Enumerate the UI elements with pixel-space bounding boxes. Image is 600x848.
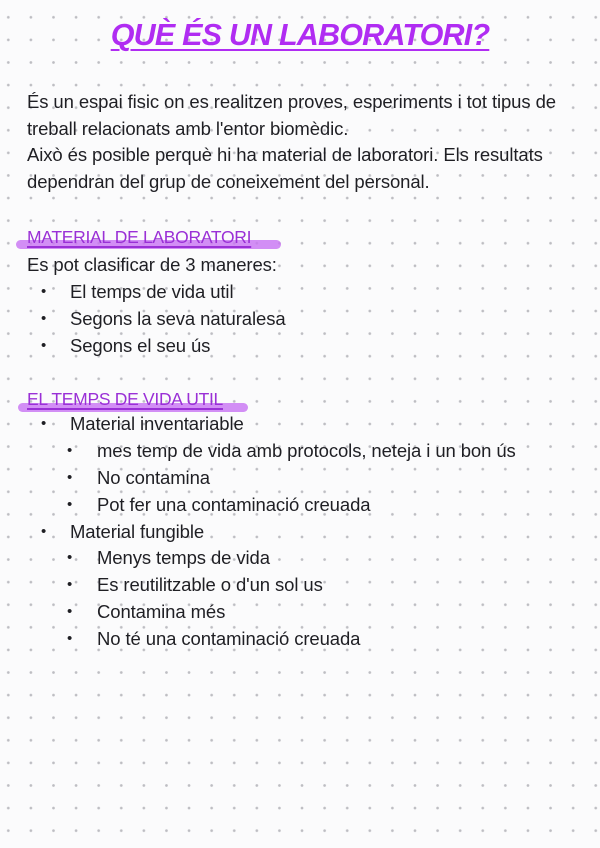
list-item — [27, 306, 286, 333]
sub-list-item-text: mes temp de vida amb protocols, neteja i un bon ús — [97, 439, 516, 461]
bullet-icon: • — [67, 630, 73, 648]
section-lead — [27, 252, 277, 279]
list-item — [27, 279, 277, 306]
intro-text — [27, 89, 587, 196]
intro-paragraph: Això és posible perquè hi ha material de laboratori. Els resultats dependran del grup de coneixement del personal. — [27, 144, 543, 193]
bullet-icon: • — [41, 336, 47, 354]
sub-list-item-text: Menys temps de vida — [97, 547, 270, 569]
sub-list-item-text: No contamina — [97, 466, 210, 488]
material-section-body — [27, 252, 286, 360]
bullet-icon: • — [67, 576, 73, 594]
bullet-icon: • — [41, 282, 47, 300]
bullet-icon: • — [41, 309, 47, 327]
list-item-text: Material inventariable — [70, 413, 244, 434]
bullet-icon: • — [67, 468, 73, 486]
list-item-text: Material fungible — [70, 520, 205, 542]
bullet-icon: • — [67, 495, 73, 513]
bullet-icon: • — [67, 603, 73, 621]
list-item-text: Segons la seva naturalesa — [70, 307, 286, 329]
list-item-text: Segons el seu ús — [70, 334, 211, 356]
page-title: QUÈ ÉS UN LABORATORI? — [110, 18, 490, 52]
section-heading-material: MATERIAL DE LABORATORI — [27, 227, 252, 247]
sub-list-item-text: Es reutilitzable o d'un sol us — [97, 574, 323, 596]
list-item-text: El temps de vida util — [70, 280, 234, 302]
list-item — [27, 333, 277, 360]
section-lead-text: Es pot clasificar de 3 maneres: — [27, 254, 277, 275]
sub-list-item-text: Contamina més — [97, 601, 226, 623]
bullet-icon: • — [67, 549, 73, 567]
section-heading-lifetime: EL TEMPS DE VIDA UTIL — [27, 389, 223, 409]
bullet-icon: • — [41, 415, 47, 432]
sub-list-item-text: Pot fer una contaminació creuada — [97, 493, 371, 515]
bullet-icon: • — [67, 441, 73, 459]
bullet-icon: • — [41, 522, 47, 540]
intro-paragraph: És un espai fisic on es realitzen proves, esperiments i tot tipus de treball relacionats amb l'entor biomèdic. — [27, 91, 556, 139]
sub-list-item-text: No té una contaminació creuada — [97, 628, 361, 650]
